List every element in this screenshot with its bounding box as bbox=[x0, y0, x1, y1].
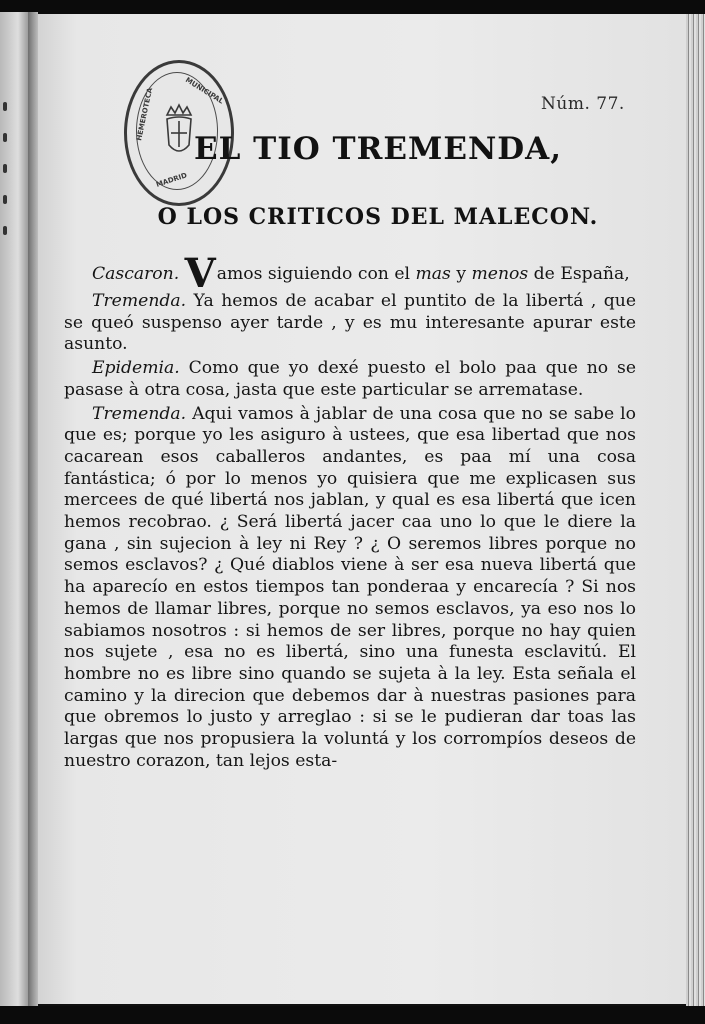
facing-page-text-fragments bbox=[3, 102, 13, 257]
article-body bbox=[64, 250, 636, 774]
emphasis-text: mas bbox=[415, 264, 451, 284]
paragraph-text: Ya hemos de acabar el puntito de la libertá , que se queó suspenso ayer tarde , y es mu interesante apurar este asunto. bbox=[64, 291, 636, 355]
paragraph-text: y bbox=[450, 264, 472, 284]
paragraph-text: Aqui vamos à jablar de una cosa que no se sabe lo que es; porque yo les asiguro à ustees, que esa libertad que nos cacarean esos caballeros andantes, es paa mí una cosa fantástica; ó por lo menos yo quisiera que me explicasen sus mercees de qué libertá nos jablan, y qual es esa libertá que icen hemos recobrao. ¿ Será libertá jacer caa uno lo que le diere la gana , sin sujecion à ley ni Rey ? ¿ O seremos libres porque no semos esclavos? ¿ Qué diablos viene à ser esa nueva libertá que ha aparecío en estos tiempos tan ponderaa y encarecía ? Si nos hemos de llamar libres, porque no semos esclavos, ya eso nos lo sabiamos nosotros : si hemos de ser libres, porque no hay quien nos sujete , esa no es libertá, sino una funesta esclavitú. El hombre no es libre sino quando se sujeta à la ley. Esta señala el camino y la direcion que debemos dar à nuestras pasiones para que obremos lo justo y arreglao : si se le pudieran dar toas las largas que nos propusiera la voluntá y los corrompíos deseos de nuestro corazon, tan lejos esta- bbox=[64, 403, 636, 771]
page-title: EL TIO TREMENDA, bbox=[193, 131, 563, 167]
svg-text:MUNICIPAL: MUNICIPAL bbox=[183, 75, 225, 106]
svg-text:HEMEROTECA: HEMEROTECA bbox=[135, 87, 155, 142]
book-gutter bbox=[28, 12, 38, 1006]
issue-number: Núm. 77. bbox=[541, 94, 625, 114]
paragraph-text: Como que yo dexé puesto el bolo paa que no se pasase à otra cosa, jasta que este particular se arrematase. bbox=[64, 358, 636, 400]
document-page bbox=[38, 14, 686, 1004]
paragraph-tremenda-long bbox=[64, 404, 636, 773]
speaker-name: Tremenda. bbox=[92, 403, 187, 424]
page-stack-edge bbox=[686, 14, 705, 1006]
emphasis-text: menos bbox=[471, 264, 529, 284]
paragraph-epidemia bbox=[64, 358, 636, 401]
speaker-name: Cascaron. bbox=[92, 264, 180, 284]
speaker-name: Tremenda. bbox=[92, 291, 187, 311]
paragraph-cascaron bbox=[64, 250, 636, 297]
facing-page-edge bbox=[0, 12, 30, 1006]
paragraph-tremenda bbox=[64, 291, 636, 356]
scan-border-top bbox=[0, 0, 705, 14]
page-subtitle: O LOS CRITICOS DEL MALECON. bbox=[157, 204, 599, 230]
paragraph-text: amos siguiendo con el bbox=[216, 264, 416, 284]
speaker-name: Epidemia. bbox=[92, 358, 180, 379]
svg-text:MADRID: MADRID bbox=[155, 171, 189, 189]
drop-cap: V bbox=[184, 250, 216, 297]
paragraph-text: de España, bbox=[528, 264, 630, 284]
scan-border-bottom bbox=[0, 1006, 705, 1024]
